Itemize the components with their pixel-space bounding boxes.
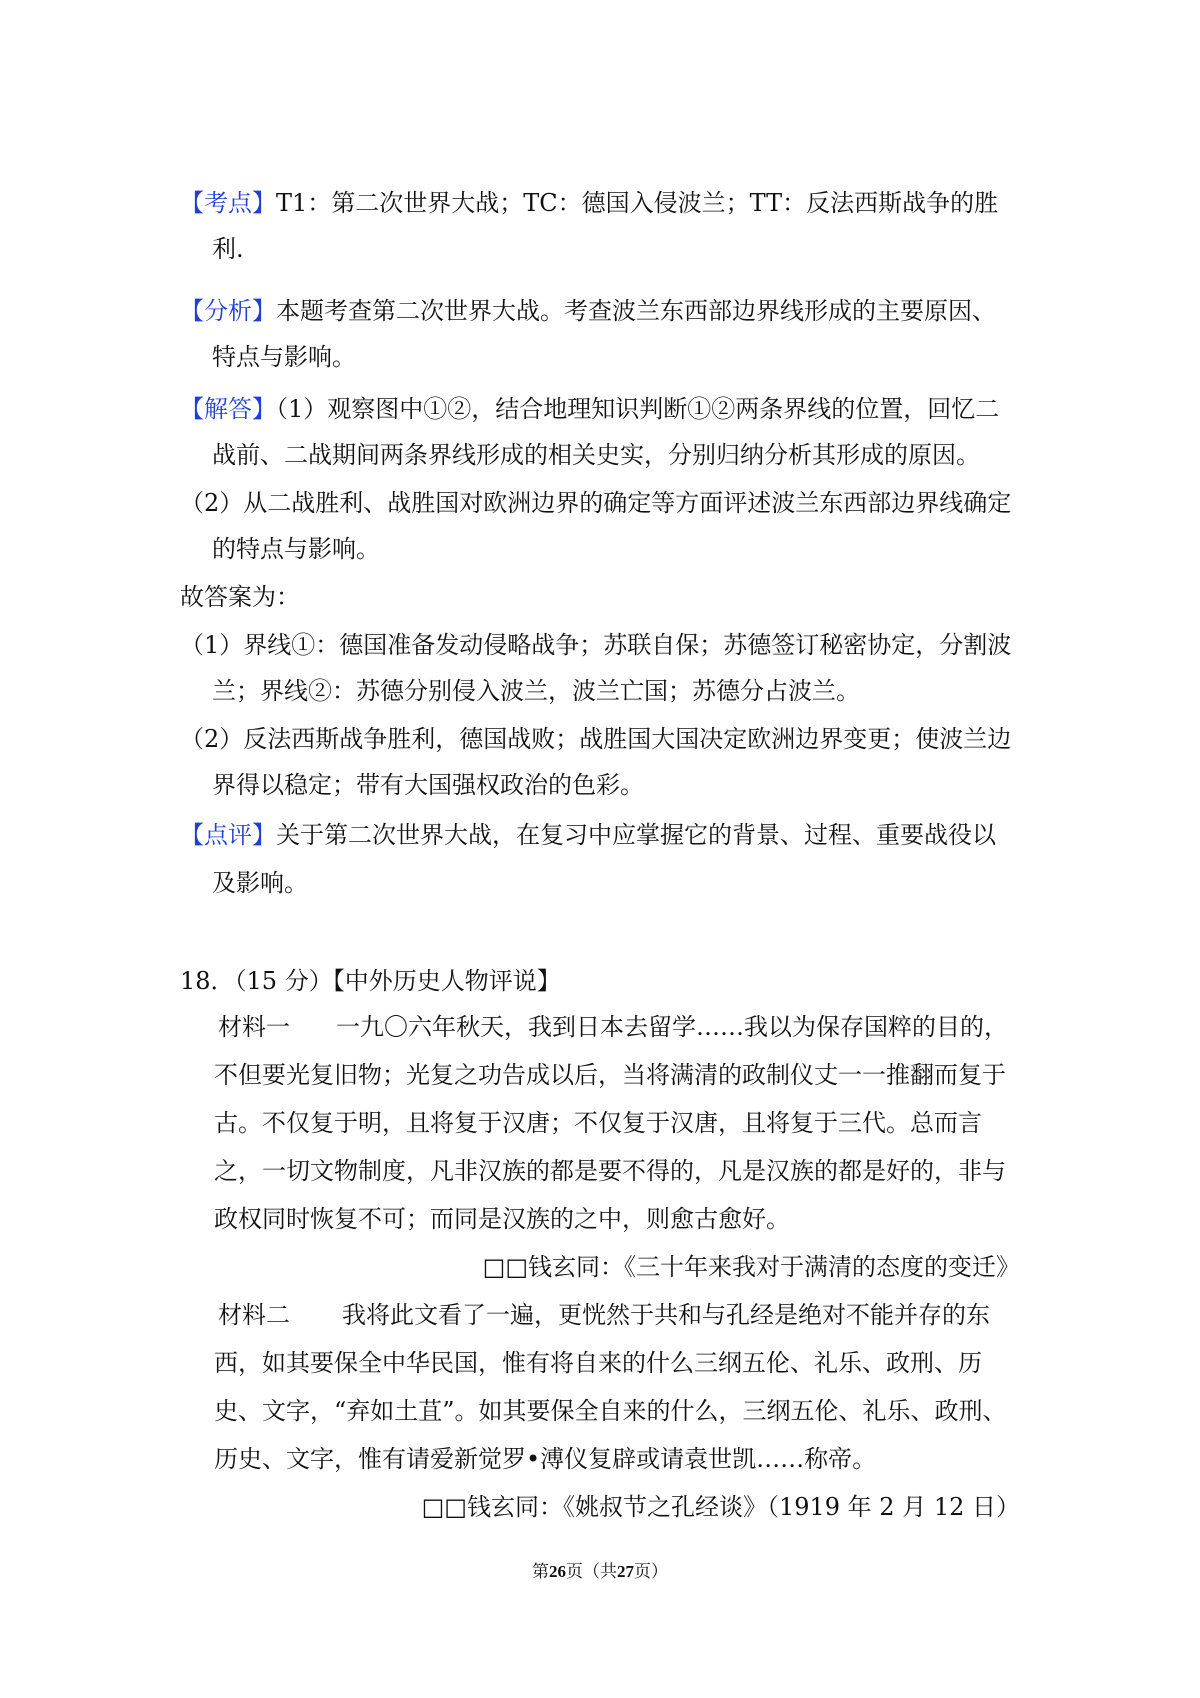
dianping-line-2: 及影响。 <box>212 869 308 897</box>
fenxi-line-2: 特点与影响。 <box>212 343 356 371</box>
jieda-text-1: （1）观察图中①②，结合地理知识判断①②两条界线的位置，回忆二 <box>276 395 1000 423</box>
material-2-label: 材料二 <box>218 1301 290 1329</box>
material-1-line-1 <box>218 1010 1008 1044</box>
material-2-line-4: 历史、文字，惟有请爱新觉罗•溥仪复辟或请袁世凯……称帝。 <box>214 1445 877 1473</box>
material-2-line-1 <box>218 1298 990 1332</box>
material-1-line-2: 不但要光复旧物；光复之功告成以后，当将满清的政制仪丈一一推翻而复于 <box>214 1061 1006 1089</box>
fenxi-tag: 【分析】 <box>180 297 276 325</box>
answer-1-line-2: 兰；界线②：苏德分别侵入波兰，波兰亡国；苏德分占波兰。 <box>212 677 860 705</box>
material-2-source: □□钱玄同：《姚叔节之孔经谈》（1919 年 2 月 12 日） <box>421 1493 1020 1521</box>
material-1-source: □□钱玄同：《三十年来我对于满清的态度的变迁》 <box>482 1253 1020 1281</box>
kaodian-text-1: T1：第二次世界大战；TC：德国入侵波兰；TT：反法西斯战争的胜 <box>276 189 999 217</box>
answer-1-line-1: （1）界线①：德国准备发动侵略战争；苏联自保；苏德签订秘密协定，分割波 <box>180 631 1012 659</box>
footer-prefix: 第 <box>532 1562 549 1582</box>
dianping-tag: 【点评】 <box>180 821 276 849</box>
question-18-heading: 18．（15 分）【中外历史人物评说】 <box>180 967 561 995</box>
jieda-line-1 <box>180 392 999 426</box>
material-1-line-4: 之，一切文物制度，凡非汉族的都是要不得的，凡是汉族的都是好的，非与 <box>214 1157 1006 1185</box>
material-1-label: 材料一 <box>218 1013 290 1041</box>
material-2-line-3: 史、文字，“弃如土苴”。如其要保全自来的什么，三纲五伦、礼乐、政刑、 <box>214 1397 1007 1425</box>
jieda-line-3: （2）从二战胜利、战胜国对欧洲边界的确定等方面评述波兰东西部边界线确定 <box>180 489 1012 517</box>
material-1-line-3: 古。不仅复于明，且将复于汉唐；不仅复于汉唐，且将复于三代。总而言 <box>214 1109 982 1137</box>
footer-page-number: 26 <box>549 1562 566 1581</box>
fenxi-line-1 <box>180 294 996 328</box>
fenxi-text-1: 本题考查第二次世界大战。考查波兰东西部边界线形成的主要原因、 <box>276 297 996 325</box>
dianping-text-1: 关于第二次世界大战，在复习中应掌握它的背景、过程、重要战役以 <box>276 821 996 849</box>
dianping-line-1 <box>180 818 996 852</box>
footer-suffix: 页） <box>634 1562 668 1582</box>
footer-total-pages: 27 <box>617 1562 634 1581</box>
jieda-line-4: 的特点与影响。 <box>212 535 380 563</box>
kaodian-line-1 <box>180 186 998 220</box>
jieda-tag: 【解答】 <box>180 395 276 423</box>
answer-heading: 故答案为： <box>180 583 300 611</box>
material-2-line-2: 西，如其要保全中华民国，惟有将自来的什么三纲五伦、礼乐、政刑、历 <box>214 1349 982 1377</box>
page-footer <box>0 1560 1200 1584</box>
kaodian-tag: 【考点】 <box>180 189 276 217</box>
kaodian-line-2: 利. <box>212 235 244 263</box>
material-2-text-1: 我将此文看了一遍，更恍然于共和与孔经是绝对不能并存的东 <box>342 1301 990 1329</box>
footer-middle: 页（共 <box>566 1562 617 1582</box>
material-1-line-5: 政权同时恢复不可；而同是汉族的之中，则愈古愈好。 <box>214 1205 790 1233</box>
material-1-text-1: 一九〇六年秋天，我到日本去留学……我以为保存国粹的目的， <box>336 1013 1008 1041</box>
jieda-line-2: 战前、二战期间两条界线形成的相关史实，分别归纳分析其形成的原因。 <box>212 441 980 469</box>
answer-2-line-1: （2）反法西斯战争胜利，德国战败；战胜国大国决定欧洲边界变更；使波兰边 <box>180 725 1012 753</box>
answer-2-line-2: 界得以稳定；带有大国强权政治的色彩。 <box>212 771 644 799</box>
